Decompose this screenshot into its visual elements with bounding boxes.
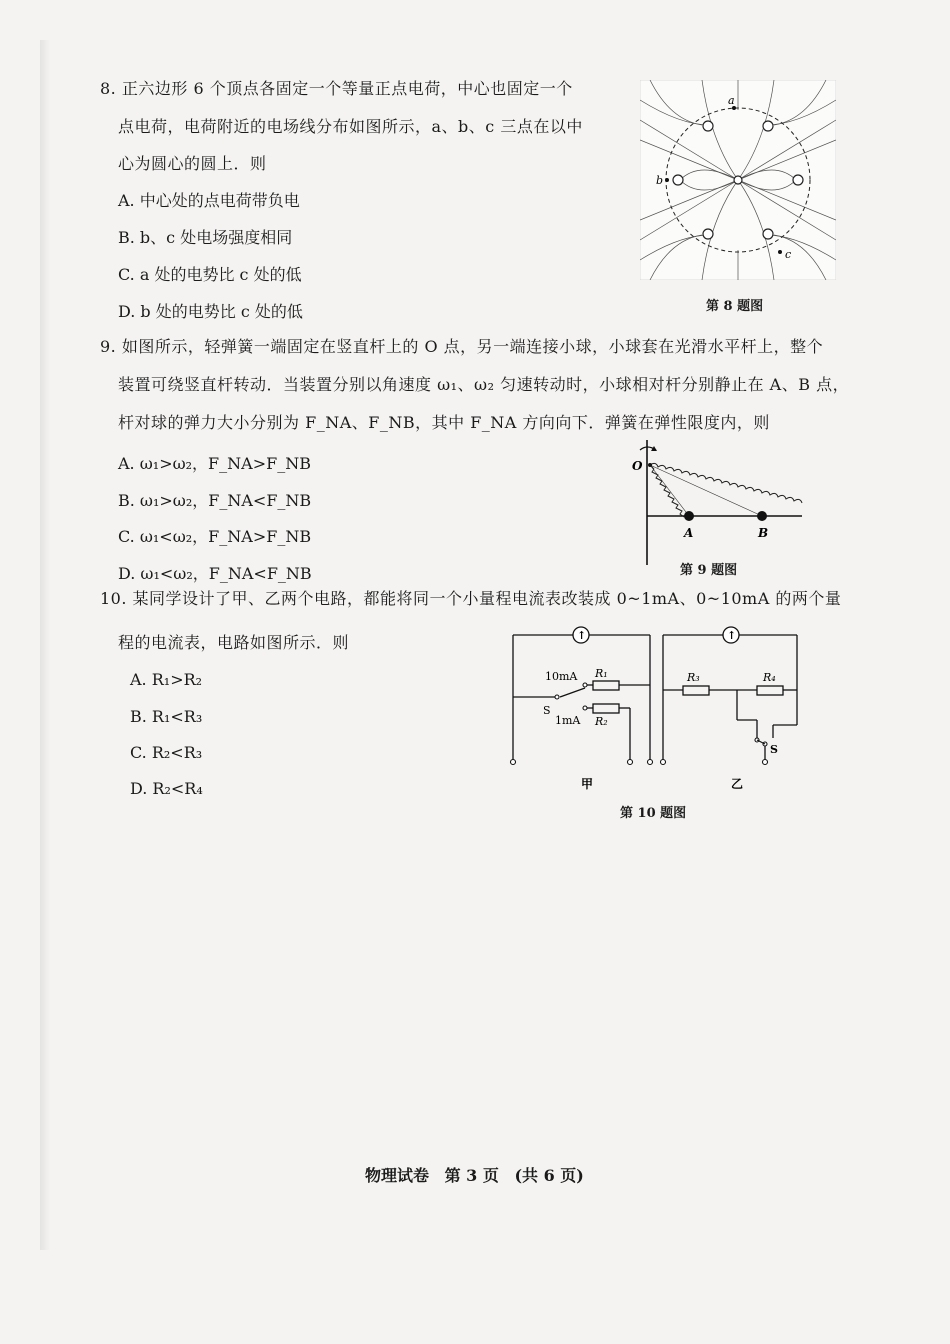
q9-spring-figure <box>620 440 810 570</box>
tap-1ma-label: 1mA <box>555 714 581 727</box>
q8-option-d: D. b 处的电势比 c 处的低 <box>118 302 303 321</box>
tap-10ma-label: 10mA <box>545 670 578 683</box>
footer-subject: 物理试卷 <box>365 1166 430 1185</box>
q10-option-a: A. R₁>R₂ <box>130 670 203 689</box>
q9-option-c: C. ω₁<ω₂，F_NA>F_NB <box>118 527 312 546</box>
r2-label: R₂ <box>595 715 608 728</box>
r1-label: R₁ <box>595 667 608 680</box>
r4-label: R₄ <box>763 671 776 684</box>
q8-option-a: A. 中心处的点电荷带负电 <box>118 191 300 210</box>
q9-text-line-3: 杆对球的弹力大小分别为 F_NA、F_NB，其中 F_NA 方向向下．弹簧在弹性限度内，则 <box>118 413 770 432</box>
q9-label-a: A <box>684 526 694 540</box>
q9-option-a: A. ω₁>ω₂，F_NA>F_NB <box>118 454 311 473</box>
q9-text-line-2: 装置可绕竖直杆转动．当装置分别以角速度 ω₁、ω₂ 匀速转动时，小球相对杆分别静止在 A、B 点， <box>118 375 850 394</box>
yi-meter-icon: ↑ <box>727 629 737 642</box>
q8-label-c: c <box>785 248 792 261</box>
q8-text-line-3: 心为圆心的圆上．则 <box>118 154 267 173</box>
q10-option-d: D. R₂<R₄ <box>130 779 203 798</box>
q9-text-line-1: 9. 如图所示，轻弹簧一端固定在竖直杆上的 O 点，另一端连接小球，小球套在光滑水平杆上，整个 <box>100 337 824 356</box>
q10-text-line-1: 10. 某同学设计了甲、乙两个电路，都能将同一个小量程电流表改装成 0~1mA、0~10mA 的两个量 <box>100 589 842 608</box>
q9-label-o: O <box>632 459 643 473</box>
q10-option-b: B. R₁<R₃ <box>130 707 203 726</box>
switch-s-yi-label: S <box>770 743 778 756</box>
q9-caption: 第 9 题图 <box>680 563 738 578</box>
q9-label-b: B <box>758 526 769 540</box>
q8-field-figure <box>640 80 836 280</box>
r3-label: R₃ <box>687 671 700 684</box>
q8-label-b: b <box>656 174 664 187</box>
q10-option-c: C. R₂<R₃ <box>130 743 203 762</box>
yi-label: 乙 <box>731 777 744 791</box>
q9-option-d: D. ω₁<ω₂，F_NA<F_NB <box>118 564 312 583</box>
footer-total-pages: (共 6 页) <box>514 1166 584 1185</box>
q8-option-c: C. a 处的电势比 c 处的低 <box>118 265 302 284</box>
footer-page-number: 第 3 页 <box>444 1166 499 1185</box>
q10-text-line-2: 程的电流表，电路如图所示．则 <box>118 633 350 652</box>
switch-s-jia-label: S <box>543 704 551 717</box>
jia-label: 甲 <box>581 777 594 791</box>
jia-meter-icon: ↑ <box>577 629 587 642</box>
page-footer <box>365 1163 594 1186</box>
q8-label-a: a <box>728 94 735 107</box>
q9-option-b: B. ω₁>ω₂，F_NA<F_NB <box>118 491 312 510</box>
page-edge-shadow <box>40 40 50 1250</box>
q8-caption: 第 8 题图 <box>706 299 764 314</box>
q8-option-b: B. b、c 处电场强度相同 <box>118 228 293 247</box>
q8-text-line-2: 点电荷，电荷附近的电场线分布如图所示，a、b、c 三点在以中 <box>118 117 583 136</box>
q10-caption: 第 10 题图 <box>620 806 687 821</box>
q10-circuit-figure <box>505 620 805 795</box>
q8-text-line-1: 8. 正六边形 6 个顶点各固定一个等量正点电荷，中心也固定一个 <box>100 79 573 98</box>
